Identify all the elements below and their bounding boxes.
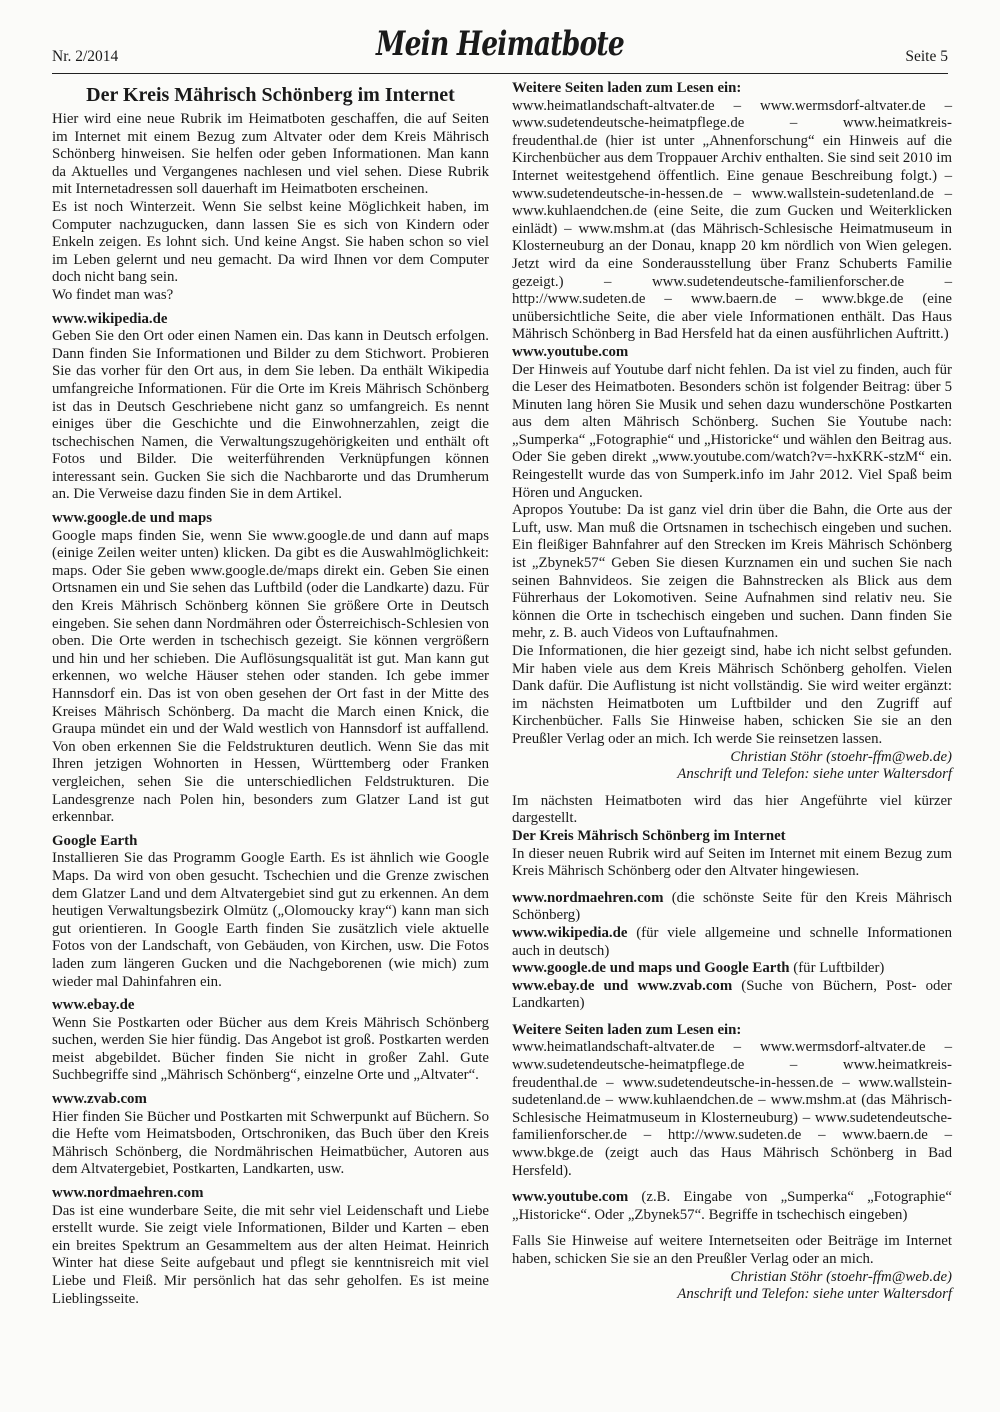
- section-text-ebay: Wenn Sie Postkarten oder Bücher aus dem Kreis Mährisch Schönberg suchen, werden Sie hier fündig. Das Angebot ist groß. Postkarten werden meist abgebildet. Bücher finden Sie nicht in großer Zahl. Gute Suchbegriffe sind „Mährisch Schönberg“, einzelne Orte und „Altvater“.: [52, 1014, 489, 1084]
- signature-name: Christian Stöhr (stoehr-ffm@web.de): [730, 748, 952, 765]
- summary-link-item: [512, 960, 952, 978]
- summary-link-note: (z.B. Eingabe von „Sumperka“ „Fotographie“ „Historicke“. Oder „Zbynek57“. Begriffe in tschechisch eingeben): [512, 1189, 952, 1223]
- summary-link: www.wikipedia.de: [512, 924, 628, 941]
- section-heading-zvab: www.zvab.com: [52, 1091, 147, 1108]
- summary-link-item: [512, 890, 952, 925]
- next-issue-note: Im nächsten Heimatboten wird das hier Angeführte viel kürzer dargestellt.: [512, 792, 952, 827]
- summary-link: www.ebay.de und www.zvab.com: [512, 977, 733, 994]
- left-column: [52, 80, 489, 1308]
- apropos-paragraph: Apropos Youtube: Da ist ganz viel drin über die Bahn, die Orte aus der Luft, usw. Man muß die Ortsnamen in tschechisch eingeben und suchen. Ein fleißiger Bahnfahrer auf den Strecken im Kreis Mährisch Schönberg ist „Zbynek57“ Geben Sie diesen Kurznamen ein und suchen Sie nach seinen Bahnvideos. Sie zeigen die Bahnstrecken als Blick aus dem Führerhaus der Lokomotiven. Seine Aufnahmen sind relativ neu. Sie können die Orte in tschechisch eingeben und suchen. Dann finden Sie mehr, z. B. auch Videos von Luftaufnahmen.: [512, 502, 952, 642]
- summary-intro: In dieser neuen Rubrik wird auf Seiten im Internet mit einem Bezug zum Kreis Mährisch Schönberg oder den Altvater hingewiesen.: [512, 845, 952, 880]
- section-heading-wikipedia: www.wikipedia.de: [52, 310, 168, 327]
- right-column: [512, 80, 952, 1304]
- section-text-nordmaehren: Das ist eine wunderbare Seite, die mit sehr viel Leidenschaft und Liebe erstellt wurde. Sie zeigt viele Informationen, Bilder und Karten – eben ein breites Spektrum an Gesammeltem aus der alten Heimat. Heinrich Winter hat diese Seite aufgebaut und pflegt sie kenntnisreich mit viel Liebe und Fleiß. Mir persönlich hat das sehr geholfen. Es ist meine Lieblingsseite.: [52, 1202, 489, 1307]
- summary-link-note: (die schönste Seite für den Kreis Mährisch Schönberg): [512, 889, 952, 924]
- section-heading-ebay: www.ebay.de: [52, 997, 135, 1014]
- section-heading-nordmaehren: www.nordmaehren.com: [52, 1185, 204, 1202]
- article-title: Der Kreis Mährisch Schönberg im Internet: [86, 84, 455, 106]
- section-heading-youtube: www.youtube.com: [512, 343, 629, 360]
- summary-link-item: [512, 978, 952, 1013]
- summary-youtube-item: [512, 1189, 952, 1224]
- section-text-zvab: Hier finden Sie Bücher und Postkarten mit Schwerpunkt auf Büchern. So die Hefte vom Heimatsboden, Ortschroniken, das Buch über den Kreis Mährisch Schönberg, die Nordmährischen Heimatbücher, Autoren aus dem Altvatergebiet, Postkarten, Landkarten, usw.: [52, 1108, 489, 1178]
- section-heading-google: www.google.de und maps: [52, 510, 213, 527]
- summary-link: www.nordmaehren.com: [512, 889, 664, 906]
- section-text-youtube: Der Hinweis auf Youtube darf nicht fehlen. Da ist viel zu finden, auch für die Leser des Heimatboten. Besonders schön ist folgender Beitrag: über 5 Minuten lang hören Sie Musik und sehen dazu wunderschöne Postkarten aus dem alten Mährisch Schönberg. Suchen Sie Youtube nach: „Sumperka“ „Fotographie“ und „Historicke“ und wählen den Beitrag aus. Oder Sie geben direkt „www.youtube.com/watch?v=-hxKRK-stzM“ ein. Reingestellt wurde das von Sumperk.info im Jahr 2012. Viel Spaß beim Hören und Angucken.: [512, 361, 952, 501]
- page-header: [0, 0, 1000, 78]
- summary-weitere-heading: Weitere Seiten laden zum Lesen ein:: [512, 1021, 742, 1038]
- section-text-google-earth: Installieren Sie das Programm Google Earth. Es ist ähnlich wie Google Maps. Da wird von oben gesucht. Tschechien und die Grenze zwischen dem Glatzer Land und dem Altvatergebiet sind gut zu erkennen. An dem heutigen Verwaltungsbezirk Olmütz („Olomoucky kray“) kann man sich gut orientieren. In Google Earth finden Sie zusätzlich viele aktuelle Fotos von der Landschaft, von Gebäuden, von Kirchen, usw. Die Fotos laden zum längeren Gucken und die Nachgeborenen (wie mich) zum wieder mal Dahinfahren ein.: [52, 850, 489, 990]
- signature-address: Anschrift und Telefon: siehe unter Waltersdorf: [677, 766, 952, 783]
- intro-question: Wo findet man was?: [52, 286, 174, 303]
- masthead-title: Mein Heimatbote: [376, 24, 624, 64]
- summary-link-item: [512, 925, 952, 960]
- summary-link-note: (Suche von Büchern, Post- oder Landkarten): [512, 977, 952, 1012]
- summary-weitere-text: www.heimatlandschaft-altvater.de – www.wermsdorf-altvater.de – www.sudetendeutsche-heimatpflege.de – www.heimatkreis-freudenthal.de – www.sudetendeutsche-in-hessen.de – www.wallstein-sudetenland.de – www.kuhlaendchen.de – www.mshm.at (das Mährisch-Schlesische Heimatmuseum in Klosterneuburg) – www.sudetendeutsche-familienforscher.de – http://www.sudeten.de – www.baern.de – www.bkge.de (zeigt auch das Haus Mährisch Schönberg in Bad Hersfeld).: [512, 1039, 952, 1179]
- intro-paragraph: Es ist noch Winterzeit. Wenn Sie selbst keine Möglichkeit haben, im Computer nachzugucken, dann lassen Sie es sich von Kindern oder Enkeln zeigen. Es lohnt sich. Und keine Angst. Sie haben schon so viel im Leben gelernt und neu gemacht. Da wird Ihnen vor dem Computer doch nicht bang sein.: [52, 198, 489, 286]
- section-text-weitere: www.heimatlandschaft-altvater.de – www.wermsdorf-altvater.de – www.sudetendeutsche-heimatpflege.de – www.heimatkreis-freudenthal.de (hier ist unter „Ahnenforschung“ ein Hinweis auf die Kirchenbücher aus dem Troppauer Archiv enthalten. Sie sind seit 2010 im Internet weitestgehend öffentlich. Eine genaue Beschreibung folgt.) – www.sudetendeutsche-in-hessen.de – www.wallstein-sudetenland.de – www.kuhlaendchen.de (eine Seite, die zum Gucken und Weiterklicken einlädt) – www.mshm.at (das Mährisch-Schlesische Heimatmuseum in Klosterneuburg an der Donau, knapp 20 km nördlich von Wien gelegen. Jetzt wird da eine Sonderausstellung über Franz Schuberts Familie gezeigt.) – www.sudetendeutsche-familienforscher.de – http://www.sudeten.de – www.baern.de – www.bkge.de (eine unübersichtliche Seite, die aber viele Informationen enthält. Das Haus Mährisch Schönberg in Bad Hersfeld hat da einen ausführlichen Auftritt.): [512, 97, 952, 343]
- signature-address: Anschrift und Telefon: siehe unter Waltersdorf: [677, 1286, 952, 1303]
- summary-link: www.google.de und maps und Google Earth: [512, 960, 790, 977]
- summary-link: www.youtube.com: [512, 1189, 629, 1206]
- summary-link-note: (für viele allgemeine und schnelle Informationen auch in deutsch): [512, 924, 952, 959]
- summary-title: Der Kreis Mährisch Schönberg im Internet: [512, 827, 786, 844]
- section-heading-google-earth: Google Earth: [52, 832, 138, 849]
- intro-paragraph: Hier wird eine neue Rubrik im Heimatboten geschaffen, die auf Seiten im Internet mit einem Bezug zum Altvater oder dem Kreis Mährisch Schönberg hinweisen. Sie helfen oder geben Informationen. Man kann da Aktuelles und Vergangenes nachlesen und viel sehen. Diese Rubrik mit Internetadressen soll dauerhaft im Heimatboten erscheinen.: [52, 111, 489, 198]
- header-rule: [52, 73, 948, 74]
- issue-number: Nr. 2/2014: [52, 48, 119, 65]
- closing-paragraph: Die Informationen, die hier gezeigt sind, habe ich nicht selbst gefunden. Mir haben viele aus dem Kreis Mährisch Schönberg geholfen. Vielen Dank dafür. Die Auflistung ist nicht vollständig. Sie wird weiter ergänzt: im nächsten Heimatboten um Luftbilder und den Zugriff auf Kirchenbücher. Falls Sie Hinweise haben, schicken Sie sie an den Preußler Verlag oder an mich. Ich werde Sie reinsetzen lassen.: [512, 643, 952, 747]
- section-text-google: Google maps finden Sie, wenn Sie www.google.de und dann auf maps (einige Zeilen weiter unten) klicken. Da gibt es die Auswahlmöglichkeit: maps. Oder Sie geben www.google.de/maps direkt ein. Geben Sie einen Ortsnamen ein und Sie sehen das Luftbild (oder die Landkarte) dazu. Für den Kreis Mährisch Schönberg können Sie größere Orte in Deutsch eingeben. Sie sehen dann Nordmähren oder Österreichisch-Schlesien von oben. Die Orte werden in tschechisch gezeigt. Sie können vergrößern und hin und her schieben. Die Auflösungsqualität ist gut. Man kann gut erkennen, wo welche Häuser stehen oder standen. Ich gebe immer Hannsdorf ein. Das ist von oben gesehen der Ort fast in der Mitte des Kreises Mährisch Schönberg. Da macht die March einen Knick, die Graupa mündet ein und der Wald westlich von Hannsdorf ist auffallend. Von oben erkennen Sie die Feldstrukturen deutlich. Wenn Sie das mit Ihren jetzigen Wohnorten in Hessen, Württemberg oder Franken vergleichen, sehen Sie die unterschiedlichen Feldstrukturen. Die Landesgrenze nach Polen hin, besonders zum Glatzer Land ist gut erkennbar.: [52, 527, 489, 826]
- page-number: Seite 5: [905, 48, 948, 65]
- section-heading-weitere: Weitere Seiten laden zum Lesen ein:: [512, 80, 742, 96]
- signature-name: Christian Stöhr (stoehr-ffm@web.de): [730, 1268, 952, 1285]
- summary-link-note: (für Luftbilder): [789, 960, 885, 977]
- final-paragraph: Falls Sie Hinweise auf weitere Internetseiten oder Beiträge im Internet haben, schicken Sie sie an den Preußler Verlag oder an mich.: [512, 1233, 952, 1267]
- section-text-wikipedia: Geben Sie den Ort oder einen Namen ein. Das kann in Deutsch erfolgen. Dann finden Sie Informationen und Bilder zu dem Stichwort. Probieren Sie das vorher für den Ort aus, in dem Sie leben. Da enthält Wikipedia umfangreiche Informationen. Für die Orte im Kreis Mährisch Schönberg ist das in Deutsch Geschriebene nicht ganz so umfangreich. Es nennt einiges über die Geschichte und die Einwohnerzahlen, zeigt die tschechischen Namen, die Verwaltungszugehörigkeiten und enthält oft Fotos und Bilder. Die weiterführenden Verknüpfungen können interessant sein. Gucken Sie sich die Nachbarorte und das Drumherum an. Die Verweise dazu finden Sie in dem Artikel.: [52, 328, 489, 503]
